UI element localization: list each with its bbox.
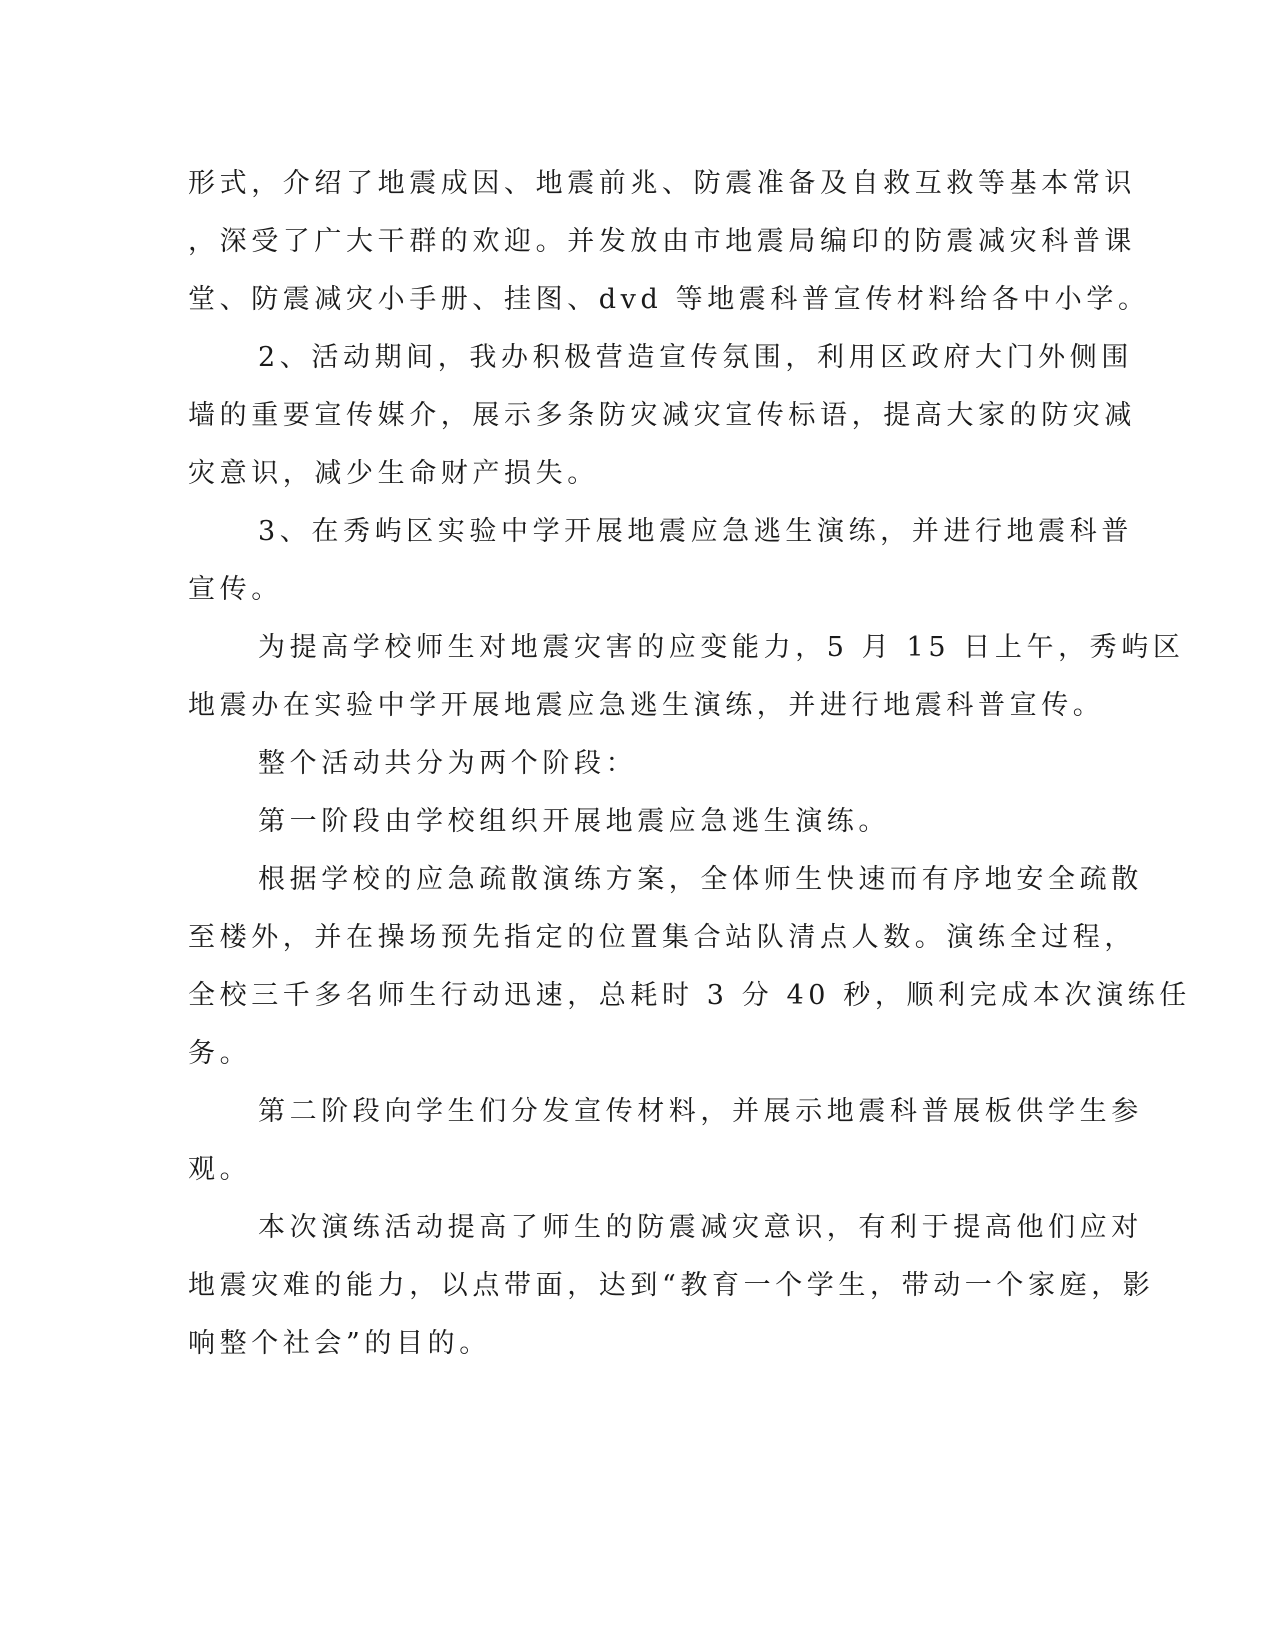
text-line: ，深受了广大干群的欢迎。并发放由市地震局编印的防震减灾科普课 bbox=[188, 226, 1136, 257]
text-line: 地震办在实验中学开展地震应急逃生演练，并进行地震科普宣传。 bbox=[188, 690, 1105, 721]
text-line: 形式，介绍了地震成因、地震前兆、防震准备及自救互救等基本常识 bbox=[188, 168, 1136, 199]
text-line: 2、活动期间，我办积极营造宣传氛围，利用区政府大门外侧围 bbox=[258, 342, 1133, 373]
text-line: 务。 bbox=[188, 1038, 252, 1069]
text-line: 宣传。 bbox=[188, 574, 283, 605]
text-line: 整个活动共分为两个阶段： bbox=[258, 748, 638, 779]
text-line: 第二阶段向学生们分发宣传材料，并展示地震科普展板供学生参 bbox=[258, 1096, 1143, 1127]
text-line: 为提高学校师生对地震灾害的应变能力，5 月 15 日上午，秀屿区 bbox=[258, 632, 1185, 663]
text-line: 至楼外，并在操场预先指定的位置集合站队清点人数。演练全过程， bbox=[188, 922, 1136, 953]
text-line: 根据学校的应急疏散演练方案，全体师生快速而有序地安全疏散 bbox=[258, 864, 1143, 895]
text-line: 全校三千多名师生行动迅速，总耗时 3 分 40 秒，顺利完成本次演练任 bbox=[188, 980, 1191, 1011]
text-line: 3、在秀屿区实验中学开展地震应急逃生演练，并进行地震科普 bbox=[258, 516, 1133, 547]
text-line: 堂、防震减灾小手册、挂图、dvd 等地震科普宣传材料给各中小学。 bbox=[188, 284, 1150, 315]
text-line: 第一阶段由学校组织开展地震应急逃生演练。 bbox=[258, 806, 890, 837]
text-line: 地震灾难的能力，以点带面，达到“教育一个学生，带动一个家庭，影 bbox=[188, 1270, 1155, 1301]
text-line: 响整个社会”的目的。 bbox=[188, 1328, 491, 1359]
text-line: 本次演练活动提高了师生的防震减灾意识，有利于提高他们应对 bbox=[258, 1212, 1143, 1243]
text-line: 墙的重要宣传媒介，展示多条防灾减灾宣传标语，提高大家的防灾减 bbox=[188, 400, 1136, 431]
text-line: 观。 bbox=[188, 1154, 252, 1185]
text-line: 灾意识，减少生命财产损失。 bbox=[188, 458, 599, 489]
